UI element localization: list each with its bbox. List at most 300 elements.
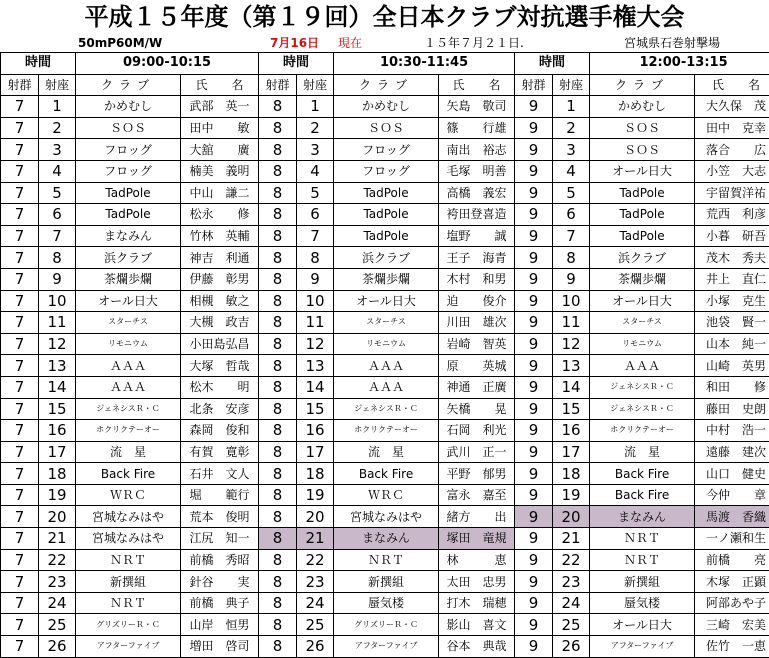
- name-cell: 木塚 正顕: [695, 571, 769, 593]
- group-cell: 9: [515, 614, 553, 636]
- seat-cell: 18: [297, 463, 334, 485]
- club-cell: ＳＯＳ: [590, 117, 695, 139]
- club-cell: 浜クラブ: [590, 247, 695, 269]
- seat-cell: 6: [297, 204, 334, 226]
- table-row: [1, 571, 769, 593]
- group-cell: 9: [515, 571, 553, 593]
- group-cell: 8: [259, 441, 297, 463]
- table-row: [1, 376, 769, 398]
- group-cell: 7: [1, 441, 39, 463]
- as-of-date: 7月16日: [270, 36, 319, 50]
- club-cell: 宮城なみはや: [334, 506, 439, 528]
- group-cell: 9: [515, 290, 553, 312]
- group-cell: 7: [1, 117, 39, 139]
- seat-header: 射座: [553, 74, 590, 96]
- name-cell: 山崎 英男: [695, 355, 769, 377]
- name-cell: 影山 喜文: [439, 614, 515, 636]
- seat-cell: 4: [297, 160, 334, 182]
- name-cell: 南出 裕志: [439, 139, 515, 161]
- table-row: [1, 484, 769, 506]
- seat-cell: 3: [553, 139, 590, 161]
- name-cell: 楠美 義明: [181, 160, 259, 182]
- seat-cell: 12: [297, 333, 334, 355]
- club-cell: ＮＲＴ: [76, 549, 181, 571]
- club-cell: ＳＯＳ: [334, 117, 439, 139]
- group-cell: 9: [515, 636, 553, 658]
- group-cell: 9: [515, 312, 553, 334]
- club-cell: オール日大: [590, 290, 695, 312]
- club-cell: ＮＲＴ: [590, 549, 695, 571]
- name-cell: 緒方 出: [439, 506, 515, 528]
- club-cell: リモニウム: [76, 333, 181, 355]
- club-cell: まなみん: [590, 506, 695, 528]
- club-cell: オール日大: [76, 290, 181, 312]
- seat-cell: 10: [39, 290, 76, 312]
- seat-cell: 24: [297, 592, 334, 614]
- seat-cell: 24: [553, 592, 590, 614]
- name-cell: 小笠 大志: [695, 160, 769, 182]
- group-cell: 7: [1, 484, 39, 506]
- club-cell: かめむし: [76, 96, 181, 118]
- club-cell: 流 星: [76, 441, 181, 463]
- name-cell: 北条 安彦: [181, 398, 259, 420]
- group-cell: 7: [1, 268, 39, 290]
- group-cell: 7: [1, 420, 39, 442]
- event-date: １５年７月２１日.: [424, 36, 524, 50]
- name-cell: 大久保 茂: [695, 96, 769, 118]
- table-row: [1, 204, 769, 226]
- seat-cell: 4: [553, 160, 590, 182]
- table-row: [1, 312, 769, 334]
- seat-cell: 9: [297, 268, 334, 290]
- table-row: [1, 592, 769, 614]
- club-cell: ＮＲＴ: [590, 528, 695, 550]
- seat-cell: 5: [39, 182, 76, 204]
- seat-cell: 6: [553, 204, 590, 226]
- seat-cell: 20: [39, 506, 76, 528]
- seat-header: 射座: [39, 74, 76, 96]
- seat-cell: 21: [297, 528, 334, 550]
- group-cell: 7: [1, 182, 39, 204]
- group-cell: 7: [1, 139, 39, 161]
- club-cell: Back Fire: [590, 484, 695, 506]
- name-cell: 小田島弘昌: [181, 333, 259, 355]
- group-cell: 7: [1, 225, 39, 247]
- table-body: [1, 96, 769, 657]
- time-header-label: 時間: [1, 53, 76, 75]
- seat-cell: 1: [297, 96, 334, 118]
- seat-cell: 17: [553, 441, 590, 463]
- seat-cell: 4: [39, 160, 76, 182]
- name-cell: 木村 和男: [439, 268, 515, 290]
- seat-cell: 25: [39, 614, 76, 636]
- club-cell: 新撰組: [76, 571, 181, 593]
- group-cell: 9: [515, 441, 553, 463]
- club-cell: ＡＡＡ: [76, 355, 181, 377]
- seat-cell: 16: [297, 420, 334, 442]
- name-cell: 井上 直仁: [695, 268, 769, 290]
- group-cell: 9: [515, 506, 553, 528]
- club-cell: アフターファイブ: [76, 636, 181, 658]
- club-cell: TadPole: [76, 182, 181, 204]
- group-cell: 7: [1, 312, 39, 334]
- seat-cell: 3: [297, 139, 334, 161]
- name-cell: 山岸 恒男: [181, 614, 259, 636]
- group-cell: 7: [1, 247, 39, 269]
- group-cell: 8: [259, 182, 297, 204]
- group-cell: 7: [1, 592, 39, 614]
- seat-cell: 26: [39, 636, 76, 658]
- table-row: [1, 96, 769, 118]
- club-cell: ＷＲＣ: [76, 484, 181, 506]
- seat-cell: 1: [39, 96, 76, 118]
- group-cell: 7: [1, 398, 39, 420]
- group-cell: 8: [259, 420, 297, 442]
- name-cell: 江尻 知一: [181, 528, 259, 550]
- club-cell: ＳＯＳ: [76, 117, 181, 139]
- seat-cell: 14: [553, 376, 590, 398]
- time-header-label: 時間: [515, 53, 590, 75]
- event-label: 50mP60M/W: [78, 36, 162, 50]
- name-cell: 武部 英一: [181, 96, 259, 118]
- name-cell: 前橋 典子: [181, 592, 259, 614]
- seat-cell: 12: [553, 333, 590, 355]
- group-cell: 9: [515, 117, 553, 139]
- name-cell: 山本 純一: [695, 333, 769, 355]
- seat-cell: 14: [297, 376, 334, 398]
- club-cell: ＡＡＡ: [334, 376, 439, 398]
- group-cell: 8: [259, 247, 297, 269]
- group-cell: 7: [1, 549, 39, 571]
- club-cell: ＳＯＳ: [590, 139, 695, 161]
- seat-cell: 22: [39, 549, 76, 571]
- seat-cell: 19: [297, 484, 334, 506]
- group-cell: 8: [259, 614, 297, 636]
- group-cell: 8: [259, 312, 297, 334]
- seat-cell: 10: [297, 290, 334, 312]
- name-cell: 富永 嘉至: [439, 484, 515, 506]
- club-cell: 茶爛歩爛: [334, 268, 439, 290]
- seat-cell: 7: [553, 225, 590, 247]
- time-header-label: 時間: [259, 53, 334, 75]
- name-cell: 池袋 賢一: [695, 312, 769, 334]
- name-cell: 平野 郁男: [439, 463, 515, 485]
- name-cell: 中村 浩一: [695, 420, 769, 442]
- club-cell: フロッグ: [76, 139, 181, 161]
- group-cell: 9: [515, 247, 553, 269]
- group-cell: 8: [259, 592, 297, 614]
- table-row: [1, 290, 769, 312]
- name-cell: 山口 健史: [695, 463, 769, 485]
- club-cell: ジェネシスＲ・Ｃ: [76, 398, 181, 420]
- name-cell: 荒本 俊明: [181, 506, 259, 528]
- seat-cell: 15: [297, 398, 334, 420]
- name-cell: 王子 海青: [439, 247, 515, 269]
- name-cell: 相槻 敏之: [181, 290, 259, 312]
- club-cell: 新撰組: [590, 571, 695, 593]
- name-cell: 大舘 廣: [181, 139, 259, 161]
- group-cell: 8: [259, 139, 297, 161]
- group-cell: 9: [515, 592, 553, 614]
- club-header: クラブ: [76, 74, 181, 96]
- group-cell: 9: [515, 182, 553, 204]
- name-header: 氏 名: [439, 74, 515, 96]
- group-cell: 9: [515, 549, 553, 571]
- group-cell: 8: [259, 376, 297, 398]
- name-cell: 川田 雄次: [439, 312, 515, 334]
- seat-cell: 3: [39, 139, 76, 161]
- seat-cell: 1: [553, 96, 590, 118]
- club-cell: ＮＲＴ: [76, 592, 181, 614]
- group-cell: 9: [515, 96, 553, 118]
- name-cell: 藤田 史朗: [695, 398, 769, 420]
- group-cell: 8: [259, 463, 297, 485]
- seat-header: 射座: [297, 74, 334, 96]
- club-cell: ＡＡＡ: [334, 355, 439, 377]
- seat-cell: 20: [297, 506, 334, 528]
- club-cell: オール日大: [334, 290, 439, 312]
- seat-cell: 7: [39, 225, 76, 247]
- table-row: [1, 268, 769, 290]
- name-cell: 堀 範行: [181, 484, 259, 506]
- page-title: 平成１５年度（第１９回）全日本クラブ対抗選手権大会: [0, 2, 769, 32]
- group-cell: 8: [259, 96, 297, 118]
- name-cell: 田中 克幸: [695, 117, 769, 139]
- name-cell: 佐竹 一恵: [695, 636, 769, 658]
- group-header: 射群: [1, 74, 39, 96]
- club-cell: グリズリーＲ・Ｃ: [334, 614, 439, 636]
- club-cell: ＡＡＡ: [76, 376, 181, 398]
- table-row: [1, 117, 769, 139]
- club-cell: TadPole: [76, 204, 181, 226]
- name-cell: 袴田登喜造: [439, 204, 515, 226]
- seat-cell: 6: [39, 204, 76, 226]
- seat-cell: 15: [553, 398, 590, 420]
- seat-cell: 9: [39, 268, 76, 290]
- name-cell: 針谷 実: [181, 571, 259, 593]
- group-cell: 7: [1, 290, 39, 312]
- session-time: 09:00-10:15: [76, 53, 259, 75]
- seat-cell: 16: [553, 420, 590, 442]
- club-cell: オール日大: [590, 614, 695, 636]
- club-cell: TadPole: [334, 204, 439, 226]
- group-cell: 8: [259, 355, 297, 377]
- table-row: [1, 528, 769, 550]
- name-cell: 太田 忠男: [439, 571, 515, 593]
- group-cell: 7: [1, 528, 39, 550]
- group-cell: 9: [515, 268, 553, 290]
- table-row: [1, 139, 769, 161]
- seat-cell: 11: [39, 312, 76, 334]
- club-cell: ジェネシスＲ・Ｃ: [334, 398, 439, 420]
- club-cell: かめむし: [334, 96, 439, 118]
- group-cell: 7: [1, 506, 39, 528]
- group-cell: 7: [1, 376, 39, 398]
- name-cell: 田中 敏: [181, 117, 259, 139]
- seat-cell: 24: [39, 592, 76, 614]
- table-row: [1, 463, 769, 485]
- club-cell: 流 星: [590, 441, 695, 463]
- group-header: 射群: [259, 74, 297, 96]
- group-cell: 8: [259, 117, 297, 139]
- club-cell: ＷＲＣ: [334, 484, 439, 506]
- name-cell: 大槻 政吉: [181, 312, 259, 334]
- table-row: [1, 549, 769, 571]
- group-cell: 7: [1, 204, 39, 226]
- group-cell: 7: [1, 355, 39, 377]
- name-cell: 林 恵: [439, 549, 515, 571]
- group-cell: 7: [1, 636, 39, 658]
- table-row: [1, 441, 769, 463]
- club-cell: 浜クラブ: [76, 247, 181, 269]
- table-row: [1, 614, 769, 636]
- group-cell: 7: [1, 571, 39, 593]
- seat-cell: 19: [39, 484, 76, 506]
- seat-cell: 11: [553, 312, 590, 334]
- club-cell: スターチス: [76, 312, 181, 334]
- club-cell: 蜃気楼: [590, 592, 695, 614]
- club-cell: ホクリクテーオー: [334, 420, 439, 442]
- seat-cell: 18: [39, 463, 76, 485]
- table-row: [1, 506, 769, 528]
- seat-cell: 8: [553, 247, 590, 269]
- group-cell: 8: [259, 506, 297, 528]
- seat-cell: 10: [553, 290, 590, 312]
- seat-cell: 8: [39, 247, 76, 269]
- seat-cell: 17: [297, 441, 334, 463]
- name-cell: 馬渡 香織: [695, 506, 769, 528]
- name-cell: 打木 瑞穂: [439, 592, 515, 614]
- seat-cell: 21: [39, 528, 76, 550]
- group-cell: 8: [259, 160, 297, 182]
- name-cell: 和田 修: [695, 376, 769, 398]
- name-cell: 迫 俊介: [439, 290, 515, 312]
- name-cell: 茂木 秀夫: [695, 247, 769, 269]
- club-cell: TadPole: [334, 182, 439, 204]
- name-cell: 増田 啓司: [181, 636, 259, 658]
- group-cell: 8: [259, 398, 297, 420]
- table-row: [1, 420, 769, 442]
- seat-cell: 19: [553, 484, 590, 506]
- seat-cell: 11: [297, 312, 334, 334]
- seat-cell: 13: [553, 355, 590, 377]
- name-cell: 石岡 利光: [439, 420, 515, 442]
- name-cell: 高橋 義宏: [439, 182, 515, 204]
- name-cell: 一ノ瀬和生: [695, 528, 769, 550]
- club-cell: アフターファイブ: [590, 636, 695, 658]
- group-cell: 9: [515, 420, 553, 442]
- club-cell: まなみん: [76, 225, 181, 247]
- seat-cell: 9: [553, 268, 590, 290]
- table-row: [1, 398, 769, 420]
- seat-cell: 7: [297, 225, 334, 247]
- name-cell: 阿部あや子: [695, 592, 769, 614]
- table-row: [1, 182, 769, 204]
- name-cell: 武川 正一: [439, 441, 515, 463]
- club-cell: 茶爛歩爛: [76, 268, 181, 290]
- seat-cell: 23: [39, 571, 76, 593]
- name-cell: 原 英城: [439, 355, 515, 377]
- group-cell: 9: [515, 355, 553, 377]
- seat-cell: 23: [297, 571, 334, 593]
- club-cell: ジェネシスＲ・Ｃ: [590, 398, 695, 420]
- club-cell: リモニウム: [590, 333, 695, 355]
- seat-cell: 26: [297, 636, 334, 658]
- name-cell: 塚田 竜規: [439, 528, 515, 550]
- group-cell: 7: [1, 96, 39, 118]
- club-cell: 宮城なみはや: [76, 528, 181, 550]
- squad-table: [0, 52, 769, 658]
- seat-cell: 5: [553, 182, 590, 204]
- table-row: [1, 225, 769, 247]
- club-cell: 浜クラブ: [334, 247, 439, 269]
- club-cell: 宮城なみはや: [76, 506, 181, 528]
- club-cell: ＮＲＴ: [334, 549, 439, 571]
- seat-cell: 2: [297, 117, 334, 139]
- as-of-label: 現在: [338, 36, 362, 50]
- club-cell: TadPole: [590, 182, 695, 204]
- club-cell: ホクリクテーオー: [590, 420, 695, 442]
- name-cell: 落合 広: [695, 139, 769, 161]
- group-cell: 9: [515, 398, 553, 420]
- name-cell: 三崎 宏美: [695, 614, 769, 636]
- club-header: クラブ: [590, 74, 695, 96]
- seat-cell: 26: [553, 636, 590, 658]
- name-cell: 前橋 秀昭: [181, 549, 259, 571]
- seat-cell: 12: [39, 333, 76, 355]
- group-cell: 8: [259, 333, 297, 355]
- name-cell: 小暮 研吾: [695, 225, 769, 247]
- seat-cell: 14: [39, 376, 76, 398]
- club-cell: リモニウム: [334, 333, 439, 355]
- table-row: [1, 355, 769, 377]
- name-cell: 谷本 典哉: [439, 636, 515, 658]
- group-cell: 8: [259, 528, 297, 550]
- seat-cell: 13: [39, 355, 76, 377]
- name-cell: 今仲 章: [695, 484, 769, 506]
- group-cell: 8: [259, 268, 297, 290]
- name-cell: 中山 謙二: [181, 182, 259, 204]
- session-time: 10:30-11:45: [334, 53, 515, 75]
- group-cell: 8: [259, 484, 297, 506]
- group-cell: 9: [515, 484, 553, 506]
- club-cell: フロッグ: [334, 160, 439, 182]
- group-cell: 8: [259, 225, 297, 247]
- group-cell: 8: [259, 571, 297, 593]
- name-cell: 矢島 敬司: [439, 96, 515, 118]
- club-cell: かめむし: [590, 96, 695, 118]
- name-cell: 宇留賀洋祐: [695, 182, 769, 204]
- name-cell: 伊藤 彰男: [181, 268, 259, 290]
- club-header: クラブ: [334, 74, 439, 96]
- group-cell: 9: [515, 160, 553, 182]
- seat-cell: 22: [553, 549, 590, 571]
- session-time: 12:00-13:15: [590, 53, 769, 75]
- seat-cell: 20: [553, 506, 590, 528]
- name-cell: 小塚 克生: [695, 290, 769, 312]
- club-cell: Back Fire: [76, 463, 181, 485]
- group-cell: 9: [515, 463, 553, 485]
- name-cell: 荒西 利彦: [695, 204, 769, 226]
- name-cell: 岩崎 智英: [439, 333, 515, 355]
- club-cell: Back Fire: [590, 463, 695, 485]
- name-cell: 森岡 俊和: [181, 420, 259, 442]
- name-cell: 毛塚 明善: [439, 160, 515, 182]
- name-cell: 遠藤 建次: [695, 441, 769, 463]
- seat-cell: 25: [297, 614, 334, 636]
- name-header: 氏 名: [181, 74, 259, 96]
- group-cell: 8: [259, 636, 297, 658]
